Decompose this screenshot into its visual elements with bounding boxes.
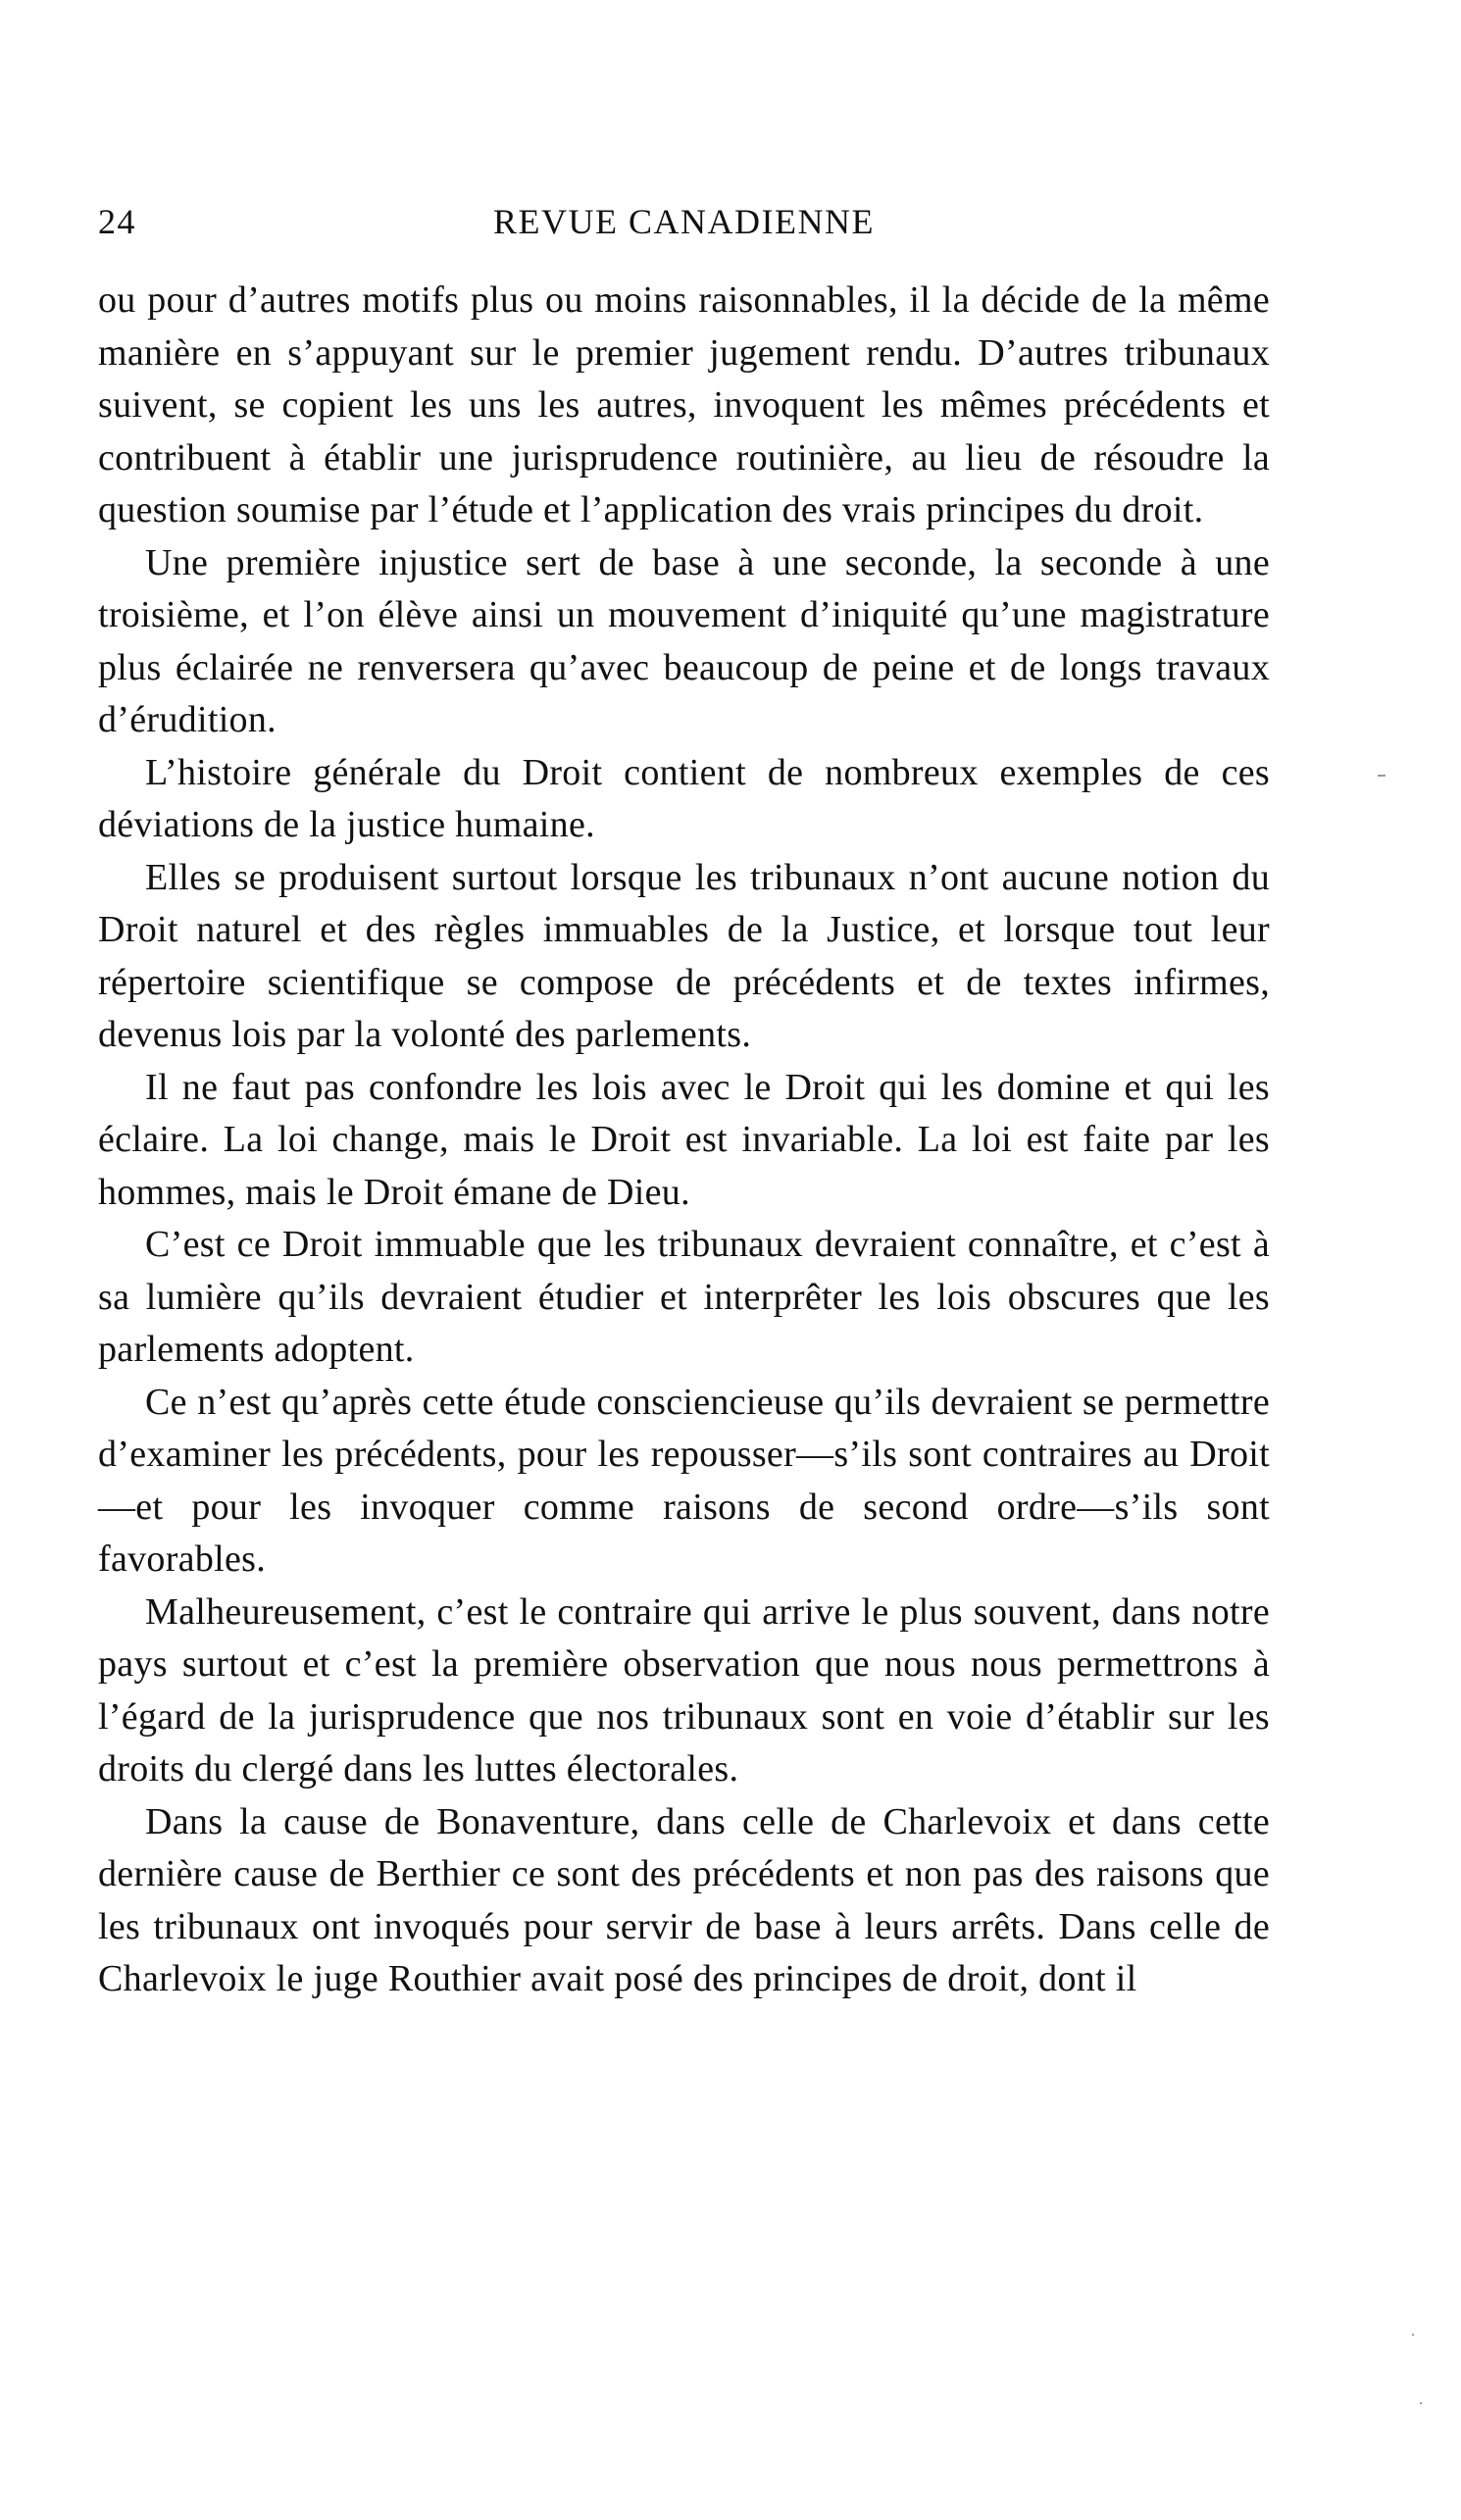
scan-speck <box>1378 775 1385 777</box>
paragraph-6: C’est ce Droit immuable que les tribunaux devraient connaître, et c’est à sa lumière qu’ils devraient étudier et interprêter les lois obscures que les parlements adoptent. <box>98 1224 1270 1370</box>
paragraph-1: ou pour d’autres motifs plus ou moins raisonnables, il la décide de la même manière en s’appuyant sur le premier jugement rendu. D’autres tribunaux suivent, se copient les uns les autres, invoquent les mêmes précédents et contribuent à établir une jurisprudence routinière, au lieu de résoudre la question soumise par l’étude et l’application des vrais principes du droit. <box>98 279 1270 530</box>
paragraph-7: Ce n’est qu’après cette étude consciencieuse qu’ils devraient se permettre d’examiner les précédents, pour les repousser—s’ils sont contraires au Droit—et pour les invoquer comme raisons de second ordre—s’ils sont favorables. <box>98 1381 1270 1580</box>
page-number: 24 <box>98 202 136 241</box>
paragraph-5: Il ne faut pas confondre les lois avec le Droit qui les domine et qui les éclaire. La loi change, mais le Droit est invariable. La loi est faite par les hommes, mais le Droit émane de Dieu. <box>98 1066 1270 1213</box>
body-text <box>98 275 1270 2006</box>
journal-title: REVUE CANADIENNE <box>493 202 875 241</box>
running-head <box>98 201 1270 260</box>
scan-speck <box>1420 2402 1422 2404</box>
paragraph-2: Une première injustice sert de base à une seconde, la seconde à une troisième, et l’on élève ainsi un mouvement d’iniquité qu’une magistrature plus éclairée ne renversera qu’avec beaucoup de peine et de longs travaux d’érudition. <box>98 541 1270 740</box>
paragraph-8: Malheureusement, c’est le contraire qui arrive le plus souvent, dans notre pays surtout et c’est la première observation que nous nous permettrons à l’égard de la jurisprudence que nos tribunaux sont en voie d’établir sur les droits du clergé dans les luttes électorales. <box>98 1590 1270 1789</box>
paragraph-3: L’histoire générale du Droit contient de nombreux exemples de ces déviations de la justice humaine. <box>98 751 1270 845</box>
paragraph-9: Dans la cause de Bonaventure, dans celle de Charlevoix et dans cette dernière cause de Berthier ce sont des précédents et non pas des raisons que les tribunaux ont invoqués pour servir de base à leurs arrêts. Dans celle de Charlevoix le juge Routhier avait posé des principes de droit, dont il <box>98 1800 1270 1999</box>
scan-speck <box>1412 2334 1414 2336</box>
paragraph-4: Elles se produisent surtout lorsque les tribunaux n’ont aucune notion du Droit naturel et des règles immuables de la Justice, et lorsque tout leur répertoire scientifique se compose de précédents et de textes infirmes, devenus lois par la volonté des parlements. <box>98 856 1270 1055</box>
